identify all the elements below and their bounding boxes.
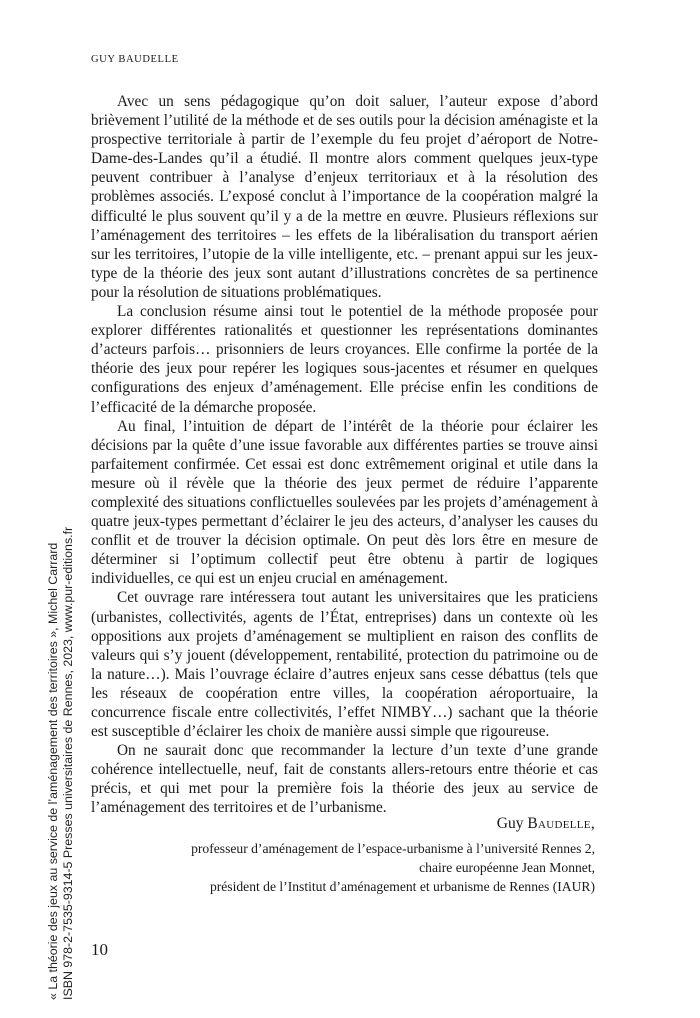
paragraph-3: Au final, l’intuition de départ de l’intérêt de la théorie pour éclairer les décisions par la quête d’une issue favorable aux différentes parties se trouve ainsi parfaitement confirmée. Cet essai est donc extrêmement original et utile dans la mesure où il révèle que la théorie des jeux permet de réduire l’apparente complexité des situations conflictuelles soulevées par les projets d’aménagement à quatre jeux-types permettant d’éclairer le jeu des acteurs, d’analyser les causes du conflit et de trouver la décision optimale. On peut dès lors être en mesure de déterminer si l’optimum collectif peut être obtenu à partir de logiques individuelles, ce qui est un enjeu crucial en aménagement.	[91, 417, 598, 588]
side-credit-line-2: ISBN 978-2-7535-9314-5 Presses universitaires de Rennes, 2023, www.pur-editions.fr	[61, 526, 75, 1000]
signature-block	[91, 815, 595, 896]
signature-first-name: Guy	[496, 815, 524, 832]
paragraph-5: On ne saurait donc que recommander la lecture d’un texte d’une grande cohérence intellectuelle, neuf, fait de constants allers-retours entre théorie et cas précis, et qui met pour la première fois la théorie des jeux au service de l’aménagement des territoires et de l’urbanisme.	[91, 742, 598, 817]
paragraph-1: Avec un sens pédagogique qu’on doit saluer, l’auteur expose d’abord brièvement l’utilité de la méthode et de ses outils pour la décision aménagiste et la prospective territoriale à partir de l’exemple du feu projet d’aéroport de Notre-Dame-des-Landes qu’il a étudié. Il montre alors comment quelques jeux-type peuvent contribuer à l’analyse d’enjeux territoriaux et à la résolution des problèmes associés. L’exposé conclut à l’importance de la coopération malgré la difficulté le plus souvent qu’il y a de la mettre en œuvre. Plusieurs réflexions sur l’aménagement des territoires – les effets de la libéralisation du transport aérien sur les territoires, l’utopie de la ville intelligente, etc. – prenant appui sur les jeux-type de la théorie des jeux sont autant d’illustrations concrètes de sa pertinence pour la résolution de situations problématiques.	[91, 93, 598, 301]
signature-chair-line: chaire européenne Jean Monnet,	[419, 860, 595, 875]
signature-institute-line: président de l’Institut d’aménagement et urbanisme de Rennes (IAUR)	[209, 879, 595, 894]
side-credit	[46, 520, 76, 1000]
signature-title-line: professeur d’aménagement de l’espace-urbanisme à l’université Rennes 2,	[191, 841, 595, 856]
page-number: 10	[91, 940, 108, 959]
side-credit-line-1: « La théorie des jeux au service de l’aménagement des territoires », Michel Carrard	[46, 542, 60, 1000]
paragraph-4: Cet ouvrage rare intéressera tout autant les universitaires que les praticiens (urbanistes, collectivités, agents de l’État, entreprises) dans un contexte où les oppositions aux projets d’aménagement se multiplient en raison des conflits de valeurs qui s’y jouent (développement, rentabilité, protection du patrimoine ou de la nature…). Mais l’ouvrage éclaire d’autres enjeux sans cesse débattus (tels que les réseaux de coopération entre villes, la coopération aéroportuaire, la concurrence fiscale entre collectivités, l’effet NIMBY…) sachant que la théorie est susceptible d’éclairer les choix de manière aussi simple que rigoureuse.	[91, 589, 598, 741]
signature-last-name: Baudelle,	[527, 815, 595, 832]
paragraph-2: La conclusion résume ainsi tout le potentiel de la méthode proposée pour explorer différentes rationalités et questionner les représentations dominantes d’acteurs parfois… prisonniers de leurs croyances. Elle confirme la portée de la théorie des jeux pour repérer les logiques sous-jacentes et résumer en quelques configurations des enjeux d’aménagement. Elle précise enfin les conditions de l’efficacité de la démarche proposée.	[91, 303, 598, 416]
signature-name	[91, 815, 595, 833]
running-head: GUY BAUDELLE	[91, 54, 179, 65]
body-text	[91, 92, 598, 818]
